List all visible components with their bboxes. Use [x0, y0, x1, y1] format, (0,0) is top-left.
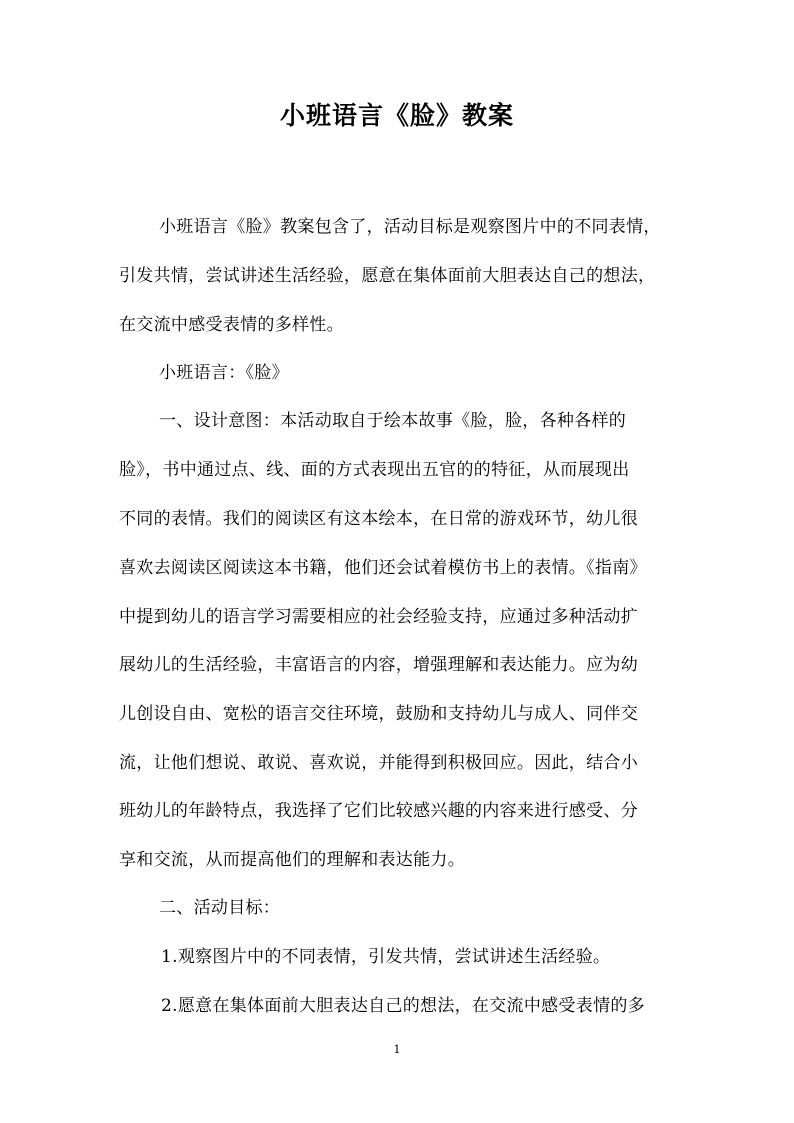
text-line: 儿创设自由、宽松的语言交往环境，鼓励和支持幼儿与成人、同伴交	[119, 704, 638, 724]
page-title: 小班语言《脸》教案	[279, 101, 514, 130]
text-line: 喜欢去阅读区阅读这本书籍，他们还会试着模仿书上的表情。《指南》	[119, 558, 647, 578]
text-line: 中提到幼儿的语言学习需要相应的社会经验支持，应通过多种活动扩	[119, 607, 638, 627]
list-item: 2.愿意在集体面前大胆表达自己的想法，在交流中感受表情的多	[161, 996, 645, 1016]
text-line: 享和交流，从而提高他们的理解和表达能力。	[119, 850, 465, 870]
text-line: 展幼儿的生活经验，丰富语言的内容，增强理解和表达能力。应为幼	[119, 655, 638, 675]
list-item: 1.观察图片中的不同表情，引发共情，尝试讲述生活经验。	[161, 947, 611, 967]
text-line: 不同的表情。我们的阅读区有这本绘本，在日常的游戏环节，幼儿很	[119, 509, 638, 529]
text-line: 小班语言：《脸》	[159, 363, 289, 383]
text-line: 在交流中感受表情的多样性。	[119, 315, 344, 335]
text-line: 脸》，书中通过点、线、面的方式表现出五官的的特征，从而展现出	[119, 460, 630, 480]
text-line: 引发共情，尝试讲述生活经验，愿意在集体面前大胆表达自己的想法，	[119, 266, 656, 286]
text-line: 小班语言《脸》教案包含了，活动目标是观察图片中的不同表情，	[159, 217, 661, 237]
section-heading: 二、活动目标：	[159, 898, 281, 918]
text-line: 一、设计意图：本活动取自于绘本故事《脸，脸，各种各样的	[159, 411, 627, 431]
page-number: 1	[393, 1043, 401, 1056]
text-line: 班幼儿的年龄特点，我选择了它们比较感兴趣的内容来进行感受、分	[119, 801, 638, 821]
text-line: 流，让他们想说、敢说、喜欢说，并能得到积极回应。因此，结合小	[119, 753, 638, 773]
